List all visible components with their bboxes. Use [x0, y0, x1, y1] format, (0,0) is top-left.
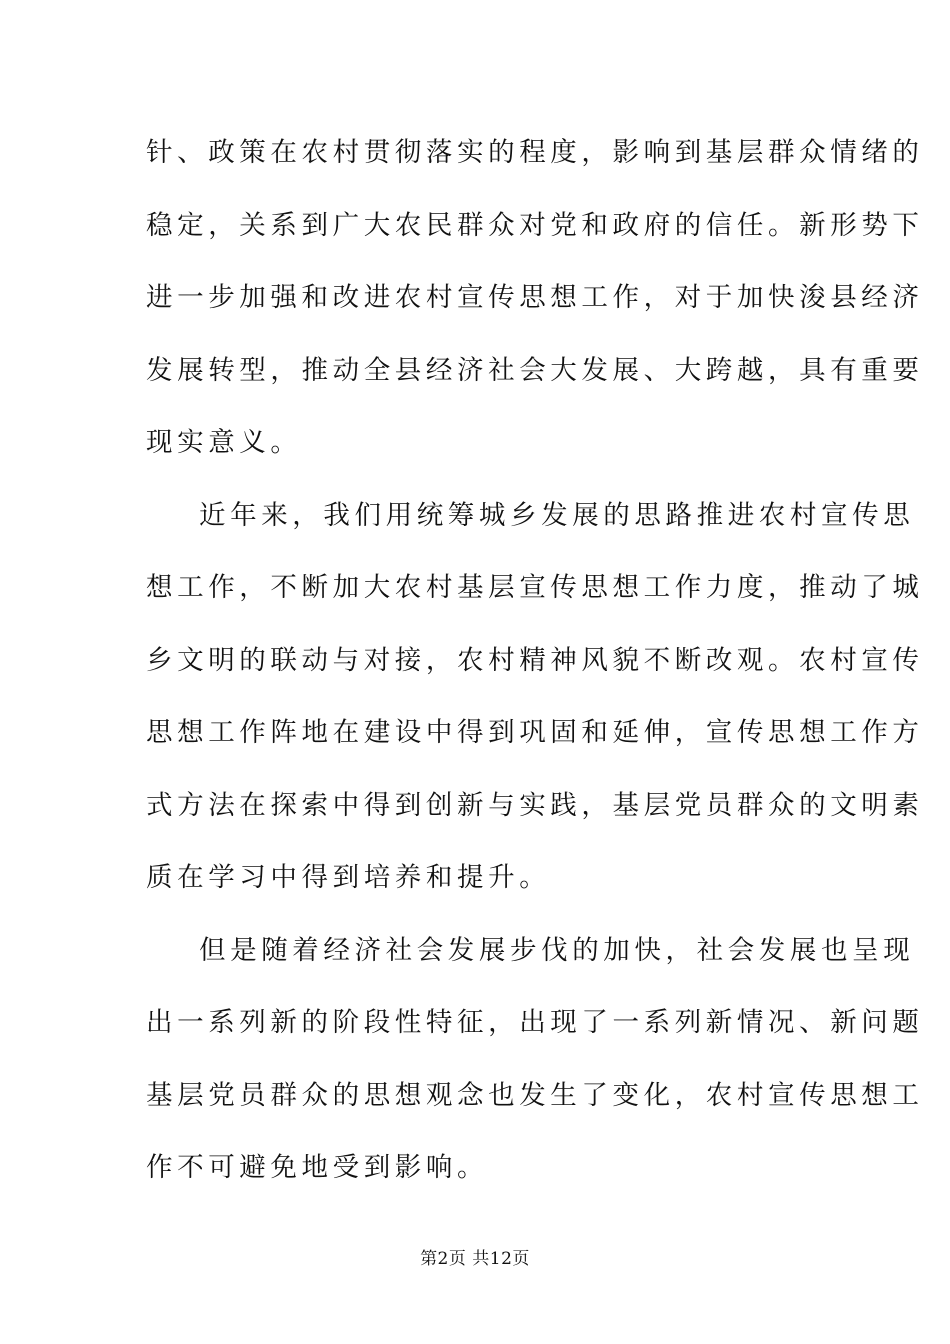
text-line: 式方法在探索中得到创新与实践，基层党员群众的文明素: [146, 789, 924, 821]
text-line: 针、政策在农村贯彻落实的程度，影响到基层群众情绪的: [146, 137, 924, 168]
text-line: 出一系列新的阶段性特征，出现了一系列新情况、新问题: [146, 1007, 924, 1038]
text-line: 作不可避免地受到影响。: [146, 1152, 489, 1183]
page-number-footer: 第2页 共12页: [420, 1249, 530, 1269]
text-line: 乡文明的联动与对接，农村精神风貌不断改观。农村宣传: [146, 644, 924, 676]
text-line: 进一步加强和改进农村宣传思想工作，对于加快浚县经济: [146, 282, 924, 313]
body-text: [146, 128, 924, 1216]
text-line: 基层党员群众的思想观念也发生了变化，农村宣传思想工: [146, 1079, 924, 1111]
text-line: 质在学习中得到培养和提升。: [146, 862, 551, 893]
text-line: 想工作，不断加大农村基层宣传思想工作力度，推动了城: [146, 572, 924, 603]
text-line: 思想工作阵地在建设中得到巩固和延伸，宣传思想工作方: [146, 717, 924, 748]
paragraph-first-line: 近年来，我们用统筹城乡发展的思路推进农村宣传思: [199, 499, 915, 531]
text-line: 发展转型，推动全县经济社会大发展、大跨越，具有重要: [146, 354, 924, 386]
text-line: 稳定，关系到广大农民群众对党和政府的信任。新形势下: [146, 209, 924, 241]
text-line: 现实意义。: [146, 427, 302, 458]
paragraph-first-line: 但是随着经济社会发展步伐的加快，社会发展也呈现: [199, 934, 915, 966]
